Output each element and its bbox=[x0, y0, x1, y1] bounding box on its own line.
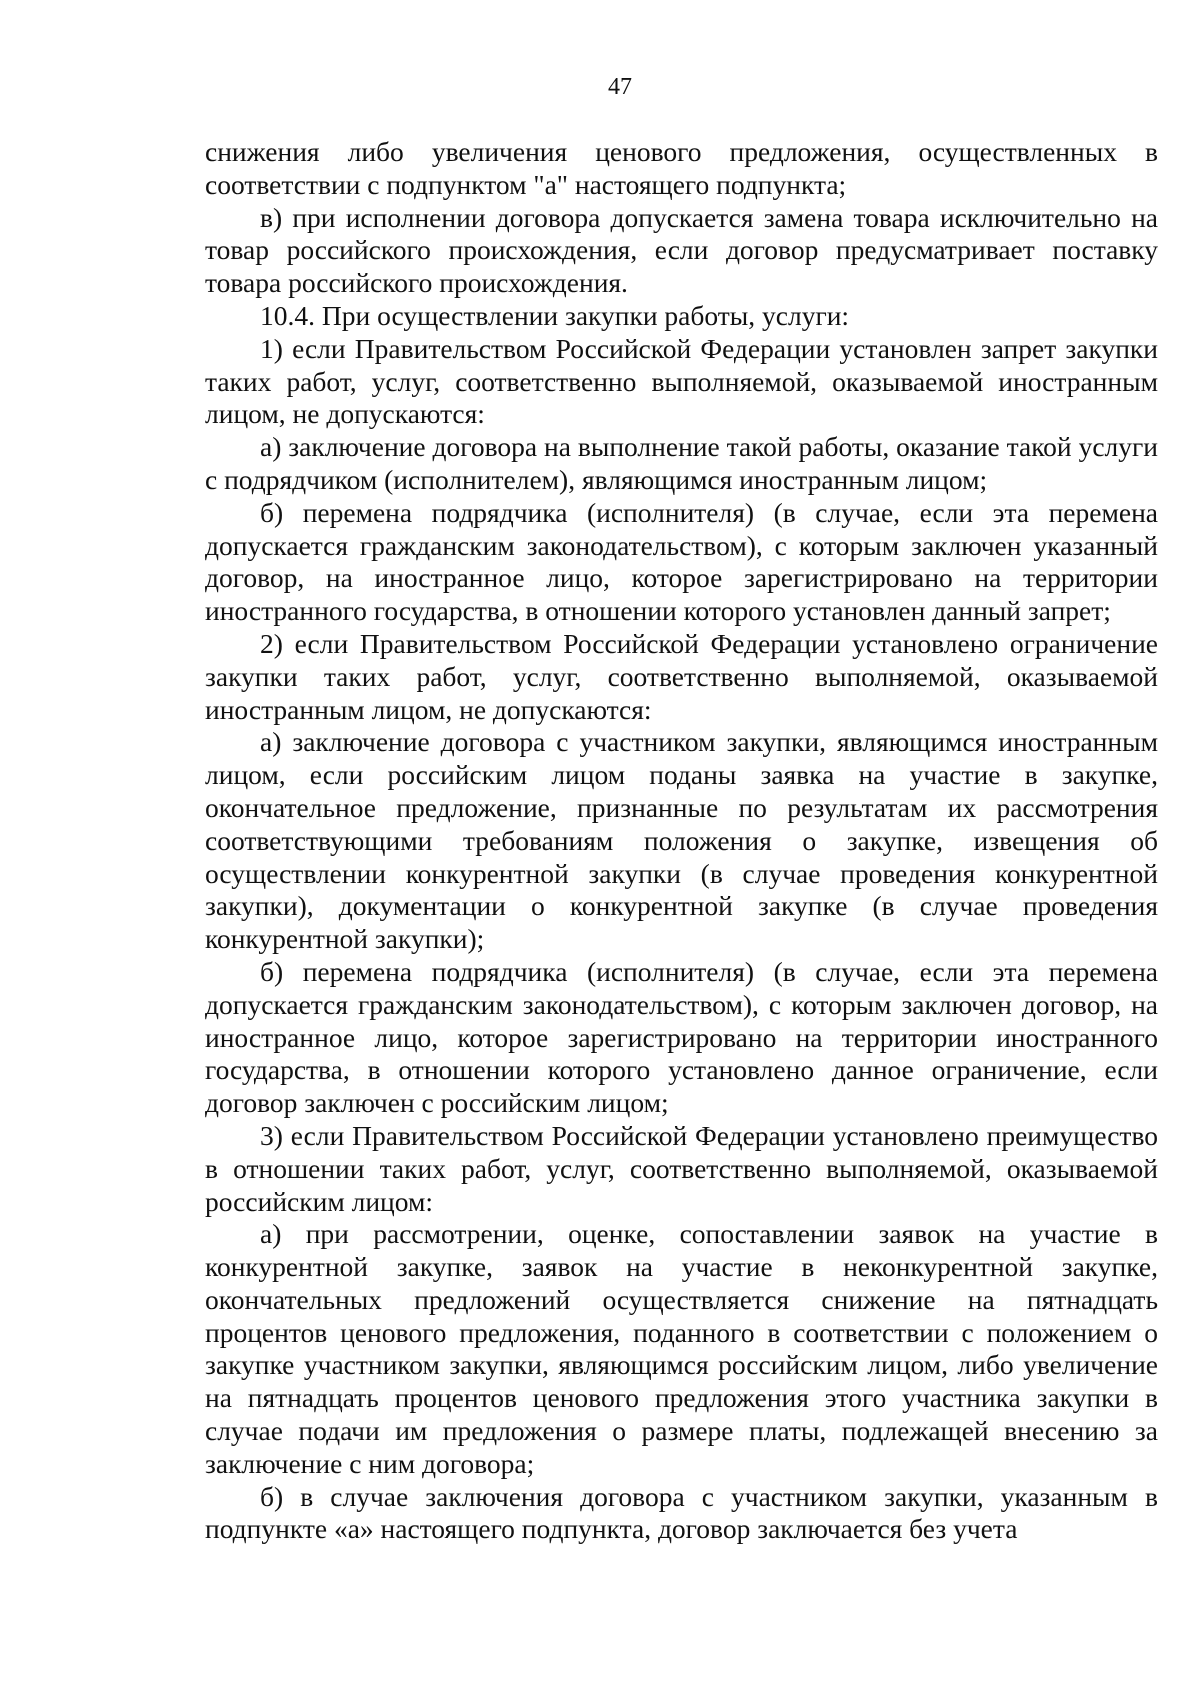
paragraph-item-1: 1) если Правительством Российской Федерации установлен запрет закупки таких работ, услуг, соответственно выполняемой, оказываемой иностранным лицом, не допускаются: bbox=[205, 332, 1158, 430]
paragraph-continuation: снижения либо увеличения ценового предложения, осуществленных в соответствии с подпунктом "а" настоящего подпункта; bbox=[205, 136, 1158, 200]
page-number: 47 bbox=[608, 74, 632, 100]
paragraph-section-10-4: 10.4. При осуществлении закупки работы, услуги: bbox=[260, 299, 850, 331]
paragraph-item-2: 2) если Правительством Российской Федерации установлено ограничение закупки таких работ, услуг, соответственно выполняемой, оказываемой иностранным лицом, не допускаются: bbox=[205, 627, 1158, 725]
document-body bbox=[205, 136, 1158, 1546]
paragraph-item-2-a: а) заключение договора с участником закупки, являющимся иностранным лицом, если российским лицом поданы заявка на участие в закупке, окончательное предложение, признанные по результатам их рассмотрения соответствующими требованиям положения о закупке, извещения об осуществлении конкурентной закупки (в случае проведения конкурентной закупки), документации о конкурентной закупке (в случае проведения конкурентной закупки); bbox=[205, 726, 1158, 955]
paragraph-item-1-a: а) заключение договора на выполнение такой работы, оказание такой услуги с подрядчиком (исполнителем), являющимся иностранным лицом; bbox=[205, 431, 1158, 495]
paragraph-item-3: 3) если Правительством Российской Федерации установлено преимущество в отношении таких работ, услуг, соответственно выполняемой, оказываемой российским лицом: bbox=[205, 1119, 1158, 1217]
paragraph-item-1-b: б) перемена подрядчика (исполнителя) (в случае, если эта перемена допускается гражданским законодательством), с которым заключен указанный договор, на иностранное лицо, которое зарегистрировано на территории иностранного государства, в отношении которого установлен данный запрет; bbox=[205, 496, 1158, 627]
paragraph-item-3-b: б) в случае заключения договора с участником закупки, указанным в подпункте «а» настоящего подпункта, договор заключается без учета bbox=[205, 1480, 1158, 1545]
paragraph-clause-v: в) при исполнении договора допускается замена товара исключительно на товар российского происхождения, если договор предусматривает поставку товара российского происхождения. bbox=[205, 201, 1158, 299]
paragraph-item-2-b: б) перемена подрядчика (исполнителя) (в случае, если эта перемена допускается гражданским законодательством), с которым заключен договор, на иностранное лицо, которое зарегистрировано на территории иностранного государства, в отношении которого установлено данное ограничение, если договор заключен с российским лицом; bbox=[205, 955, 1158, 1119]
paragraph-item-3-a: а) при рассмотрении, оценке, сопоставлении заявок на участие в конкурентной закупке, заявок на участие в неконкурентной закупке, окончательных предложений осуществляется снижение на пятнадцать процентов ценового предложения, поданного в соответствии с положением о закупке участником закупки, являющимся российским лицом, либо увеличение на пятнадцать процентов ценового предложения этого участника закупки в случае подачи им предложения о размере платы, подлежащей внесению за заключение с ним договора; bbox=[205, 1218, 1158, 1479]
